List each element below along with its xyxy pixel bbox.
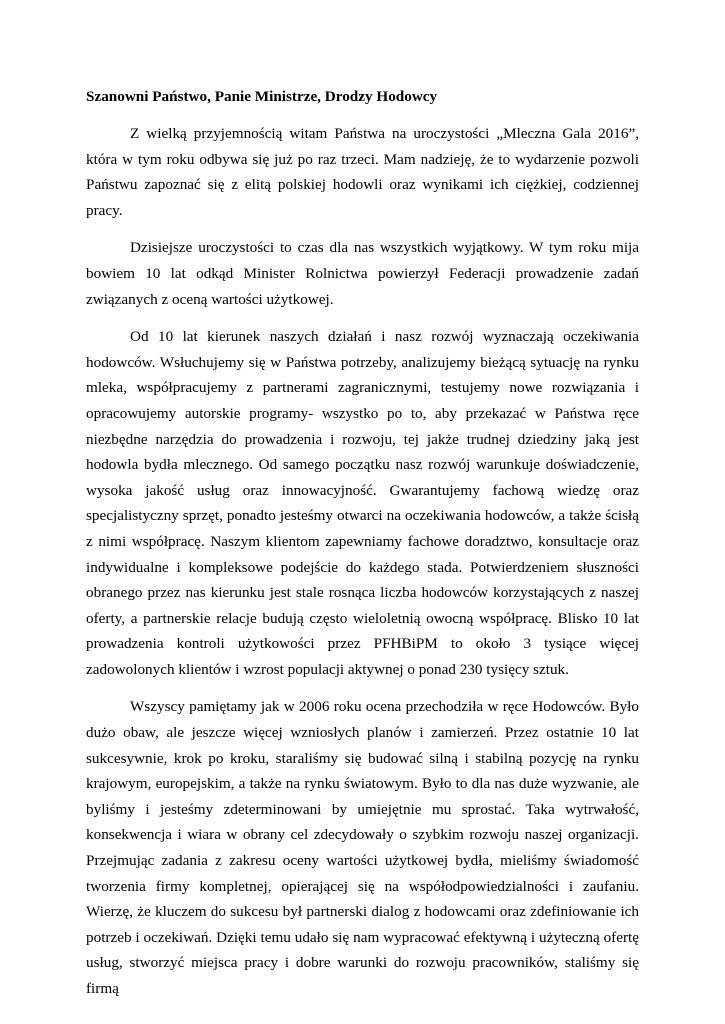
document-body [86,84,639,1014]
paragraph-history: Wszyscy pamiętamy jak w 2006 roku ocena przechodziła w ręce Hodowców. Było dużo obaw, ale jeszcze więcej wzniosłych planów i zamierzeń. Przez ostatnie 10 lat sukcesywnie, krok po kroku, staraliśmy się budować silną i stabilną pozycję na rynku krajowym, europejskim, a także na rynku światowym. Było to dla nas duże wyzwanie, ale byliśmy i jesteśmy zdeterminowani by umiejętnie mu sprostać. Taka wytrwałość, konsekwencja i wiara w obrany cel zdecydowały o szybkim rozwoju naszej organizacji. Przejmując zadania z zakresu oceny wartości użytkowej bydła, mieliśmy świadomość tworzenia firmy kompletnej, opierającej się na współodpowiedzialności i zaufaniu. Wierzę, że kluczem do sukcesu był partnerski dialog z hodowcami oraz zdefiniowanie ich potrzeb i oczekiwań. Dzięki temu udało się nam wypracować efektywną i użyteczną ofertę usług, stworzyć miejsca pracy i dobre warunki do rozwoju pracowników, staliśmy się firmą [86,698,639,997]
paragraph-development: Od 10 lat kierunek naszych działań i nasz rozwój wyznaczają oczekiwania hodowców. Wsłuchujemy się w Państwa potrzeby, analizujemy bieżącą sytuację na rynku mleka, współpracujemy z partnerami zagranicznymi, testujemy nowe rozwiązania i opracowujemy autorskie programy- wszystko po to, aby przekazać w Państwa ręce niezbędne narzędzia do prowadzenia i rozwoju, tej jakże trudnej dziedziny jaką jest hodowla bydła mlecznego. Od samego początku nasz rozwój warunkuje doświadczenie, wysoka jakość usług oraz innowacyjność. Gwarantujemy fachową wiedzę oraz specjalistyczny sprzęt, ponadto jesteśmy otwarci na oczekiwania hodowców, a także ścisłą z nimi współpracę. Naszym klientom zapewniamy fachowe doradztwo, konsultacje oraz indywidualne i kompleksowe podejście do każdego stada. Potwierdzeniem słuszności obranego przez nas kierunku jest stale rosnąca liczba hodowców korzystających z naszej oferty, a partnerskie relacje budują często wieloletnią owocną współpracę. Blisko 10 lat prowadzenia kontroli użytkowości przez PFHBiPM to około 3 tysiące więcej zadowolonych klientów i wzrost populacji aktywnej o ponad 230 tysięcy sztuk. [86,328,639,678]
paragraph-intro: Z wielką przyjemnością witam Państwa na uroczystości „Mleczna Gala 2016”, która w tym roku odbywa się już po raz trzeci. Mam nadzieję, że to wydarzenie pozwoli Państwu zapoznać się z elitą polskiej hodowli oraz wynikami ich ciężkiej, codziennej pracy. [86,125,639,219]
paragraph-anniversary: Dzisiejsze uroczystości to czas dla nas wszystkich wyjątkowy. W tym roku mija bowiem 10 lat odkąd Minister Rolnictwa powierzył Federacji prowadzenie zadań związanych z oceną wartości użytkowej. [86,239,639,308]
salutation: Szanowni Państwo, Panie Ministrze, Drodzy Hodowcy [86,88,438,105]
